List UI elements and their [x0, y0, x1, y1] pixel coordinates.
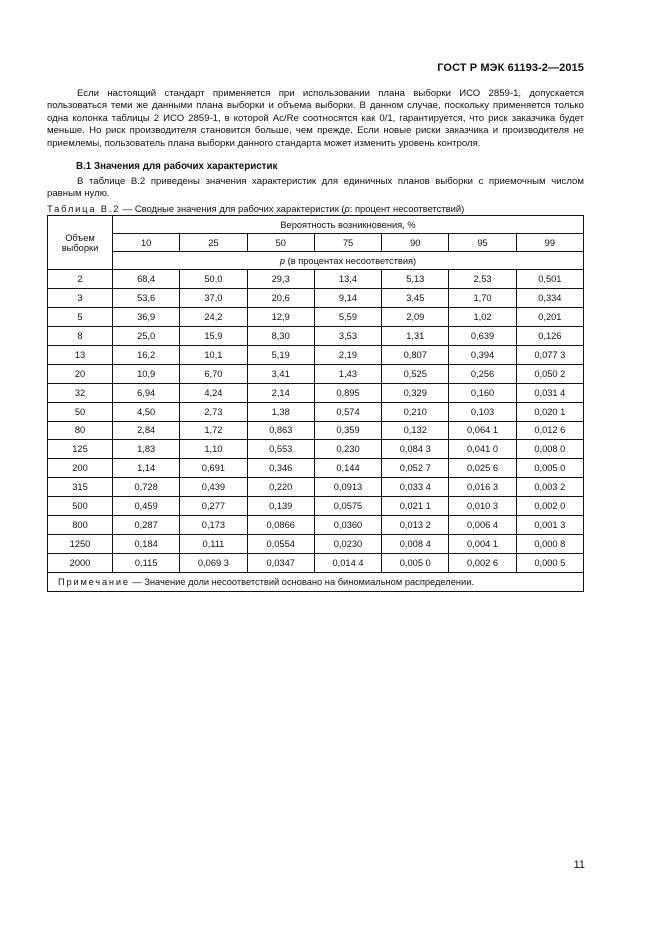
intro-paragraph: [47, 88, 584, 150]
value-cell: 2,09: [382, 307, 449, 326]
value-cell: 1,70: [449, 288, 516, 307]
value-cell: 15,9: [180, 326, 247, 345]
value-cell: 0,0360: [314, 516, 381, 535]
value-cell: 50,0: [180, 270, 247, 289]
sample-size-cell: 800: [48, 516, 113, 535]
value-cell: 0,439: [180, 478, 247, 497]
value-cell: 5,19: [247, 345, 314, 364]
value-cell: 1,43: [314, 364, 381, 383]
value-cell: 1,10: [180, 440, 247, 459]
value-cell: 0,256: [449, 364, 516, 383]
sample-size-cell: 200: [48, 459, 113, 478]
table-caption: [47, 203, 464, 214]
value-cell: 25,0: [113, 326, 180, 345]
value-cell: 0,0554: [247, 535, 314, 554]
paragraph-text: Если настоящий стандарт применяется при использовании плана выборки ИСО 2859-1, допускается пользоваться теми же данными плана выборки и объема выборки. В данном случае, поскольку применяется только одна колонка таблицы 2 ИСО 2859-1, в которой Ac/Re соотносятся как 0/1, гарантируется, что риск заказчика будет меньше. Но риск производителя становится больше, чем прежде. Если новые риски заказчика и производителя не приемлемы, пользователь плана выборки данного стандарта может изменить уровень контроля.: [47, 88, 584, 149]
value-cell: 0,005 0: [516, 459, 583, 478]
sample-size-cell: 8: [48, 326, 113, 345]
p-unit-text: (в процентах несоответствия): [285, 255, 417, 266]
table-row: [48, 459, 584, 478]
table-row: [48, 440, 584, 459]
value-cell: 0,639: [449, 326, 516, 345]
value-cell: 0,008 0: [516, 440, 583, 459]
probability-value: 10: [113, 234, 180, 252]
table-row: [48, 383, 584, 402]
value-cell: 1,38: [247, 402, 314, 421]
value-cell: 0,126: [516, 326, 583, 345]
value-cell: 0,010 3: [449, 497, 516, 516]
table-note: [48, 573, 584, 592]
value-cell: 6,94: [113, 383, 180, 402]
table-caption-p: p: [344, 203, 350, 214]
value-cell: 5,59: [314, 307, 381, 326]
value-cell: 0,359: [314, 421, 381, 440]
value-cell: 0,132: [382, 421, 449, 440]
value-cell: 12,9: [247, 307, 314, 326]
sample-size-header: Объем выборки: [48, 216, 113, 270]
sample-size-cell: 1250: [48, 535, 113, 554]
value-cell: 0,069 3: [180, 554, 247, 573]
value-cell: 0,0230: [314, 535, 381, 554]
table-note-label: Примечание: [58, 577, 130, 587]
table-row: [48, 364, 584, 383]
value-cell: 0,050 2: [516, 364, 583, 383]
probability-value: 50: [247, 234, 314, 252]
value-cell: 13,4: [314, 270, 381, 289]
value-cell: 68,4: [113, 270, 180, 289]
value-cell: 3,45: [382, 288, 449, 307]
value-cell: 1,72: [180, 421, 247, 440]
value-cell: 6,70: [180, 364, 247, 383]
value-cell: 4,50: [113, 402, 180, 421]
header-row-unit: [48, 252, 584, 270]
standard-designation: ГОСТ Р МЭК 61193-2—2015: [437, 62, 584, 74]
value-cell: 0,003 2: [516, 478, 583, 497]
value-cell: 24,2: [180, 307, 247, 326]
probability-value: 25: [180, 234, 247, 252]
sample-size-cell: 50: [48, 402, 113, 421]
value-cell: 0,144: [314, 459, 381, 478]
value-cell: 0,895: [314, 383, 381, 402]
value-cell: 0,0575: [314, 497, 381, 516]
table-row: [48, 402, 584, 421]
value-cell: 0,459: [113, 497, 180, 516]
value-cell: 0,021 1: [382, 497, 449, 516]
value-cell: 1,83: [113, 440, 180, 459]
p-unit-header: [113, 252, 584, 270]
table-row: [48, 421, 584, 440]
value-cell: 0,728: [113, 478, 180, 497]
value-cell: 0,025 6: [449, 459, 516, 478]
value-cell: 0,173: [180, 516, 247, 535]
value-cell: 9,14: [314, 288, 381, 307]
value-cell: 0,004 1: [449, 535, 516, 554]
value-cell: 0,052 7: [382, 459, 449, 478]
value-cell: 16,2: [113, 345, 180, 364]
probability-value: 90: [382, 234, 449, 252]
sample-size-cell: 5: [48, 307, 113, 326]
table-caption-label: Таблица В.2: [47, 203, 121, 214]
table-row: [48, 554, 584, 573]
value-cell: 0,230: [314, 440, 381, 459]
probability-value: 75: [314, 234, 381, 252]
value-cell: 0,525: [382, 364, 449, 383]
value-cell: 0,201: [516, 307, 583, 326]
sample-size-cell: 2: [48, 270, 113, 289]
table-row: [48, 326, 584, 345]
sample-size-cell: 13: [48, 345, 113, 364]
value-cell: 0,346: [247, 459, 314, 478]
value-cell: 0,139: [247, 497, 314, 516]
table-row: [48, 535, 584, 554]
table-row: [48, 497, 584, 516]
value-cell: 2,84: [113, 421, 180, 440]
value-cell: 10,1: [180, 345, 247, 364]
value-cell: 0,394: [449, 345, 516, 364]
p-unit-symbol: p: [279, 255, 286, 266]
value-cell: 1,31: [382, 326, 449, 345]
sample-size-cell: 500: [48, 497, 113, 516]
value-cell: 0,077 3: [516, 345, 583, 364]
value-cell: 8,30: [247, 326, 314, 345]
header-row-probability-values: [48, 234, 584, 252]
value-cell: 0,001 3: [516, 516, 583, 535]
value-cell: 20,6: [247, 288, 314, 307]
paragraph-text: В таблице В.2 приведены значения характеристик для единичных планов выборки с приемочным числом равным нулю.: [47, 176, 584, 200]
value-cell: 0,016 3: [449, 478, 516, 497]
value-cell: 0,210: [382, 402, 449, 421]
value-cell: 3,53: [314, 326, 381, 345]
value-cell: 0,0347: [247, 554, 314, 573]
value-cell: 2,73: [180, 402, 247, 421]
value-cell: 0,031 4: [516, 383, 583, 402]
value-cell: 0,084 3: [382, 440, 449, 459]
table-row: [48, 288, 584, 307]
value-cell: 29,3: [247, 270, 314, 289]
value-cell: 0,115: [113, 554, 180, 573]
value-cell: 3,41: [247, 364, 314, 383]
sample-size-cell: 315: [48, 478, 113, 497]
value-cell: 37,0: [180, 288, 247, 307]
value-cell: 0,160: [449, 383, 516, 402]
value-cell: 0,0866: [247, 516, 314, 535]
value-cell: 0,184: [113, 535, 180, 554]
value-cell: 0,002 0: [516, 497, 583, 516]
sample-size-cell: 125: [48, 440, 113, 459]
table-intro-paragraph: [47, 176, 584, 201]
value-cell: 2,14: [247, 383, 314, 402]
oc-values-table: [47, 215, 584, 592]
sample-size-cell: 32: [48, 383, 113, 402]
value-cell: 2,19: [314, 345, 381, 364]
value-cell: 1,14: [113, 459, 180, 478]
value-cell: 0,691: [180, 459, 247, 478]
value-cell: 0,013 2: [382, 516, 449, 535]
value-cell: 5,13: [382, 270, 449, 289]
value-cell: 0,033 4: [382, 478, 449, 497]
value-cell: 0,334: [516, 288, 583, 307]
value-cell: 0,008 4: [382, 535, 449, 554]
sample-size-cell: 3: [48, 288, 113, 307]
value-cell: 0,012 6: [516, 421, 583, 440]
value-cell: 0,006 4: [449, 516, 516, 535]
value-cell: 0,005 0: [382, 554, 449, 573]
table-caption-rest: : процент несоответствий): [349, 203, 465, 214]
probability-header: Вероятность возникновения, %: [113, 216, 584, 234]
value-cell: 0,000 8: [516, 535, 583, 554]
value-cell: 2,53: [449, 270, 516, 289]
sample-size-cell: 80: [48, 421, 113, 440]
value-cell: 0,000 5: [516, 554, 583, 573]
table-row: [48, 345, 584, 364]
value-cell: 1,02: [449, 307, 516, 326]
sample-size-cell: 2000: [48, 554, 113, 573]
section-title: В.1 Значения для рабочих характеристик: [76, 161, 278, 172]
table-row: [48, 478, 584, 497]
value-cell: 0,329: [382, 383, 449, 402]
sample-size-cell: 20: [48, 364, 113, 383]
value-cell: 4,24: [180, 383, 247, 402]
value-cell: 0,553: [247, 440, 314, 459]
value-cell: 0,287: [113, 516, 180, 535]
value-cell: 0,277: [180, 497, 247, 516]
value-cell: 0,0913: [314, 478, 381, 497]
value-cell: 0,807: [382, 345, 449, 364]
page-number: 11: [573, 859, 585, 871]
table-row: [48, 307, 584, 326]
value-cell: 0,501: [516, 270, 583, 289]
value-cell: 0,014 4: [314, 554, 381, 573]
table-row: [48, 516, 584, 535]
value-cell: 0,863: [247, 421, 314, 440]
value-cell: 0,111: [180, 535, 247, 554]
value-cell: 0,064 1: [449, 421, 516, 440]
value-cell: 36,9: [113, 307, 180, 326]
value-cell: 0,574: [314, 402, 381, 421]
probability-value: 95: [449, 234, 516, 252]
value-cell: 10,9: [113, 364, 180, 383]
probability-value: 99: [516, 234, 583, 252]
value-cell: 0,002 6: [449, 554, 516, 573]
header-row-probability: [48, 216, 584, 234]
table-row: [48, 270, 584, 289]
table-note-row: [48, 573, 584, 592]
value-cell: 53,6: [113, 288, 180, 307]
value-cell: 0,041 0: [449, 440, 516, 459]
value-cell: 0,220: [247, 478, 314, 497]
table-note-text: — Значение доли несоответствий основано на биномиальном распределении.: [129, 577, 474, 587]
table-caption-text: — Сводные значения для рабочих характеристик (: [120, 203, 345, 214]
value-cell: 0,020 1: [516, 402, 583, 421]
value-cell: 0,103: [449, 402, 516, 421]
